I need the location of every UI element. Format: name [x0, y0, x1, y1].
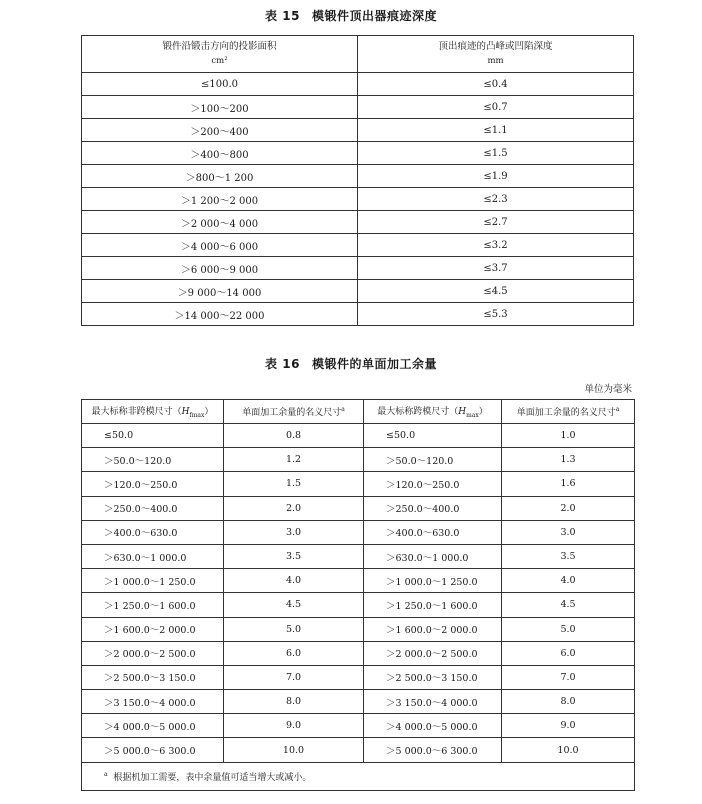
- table16-cell-a1: 3.0: [224, 520, 364, 544]
- table15-cell-depth: ≤1.1: [358, 119, 634, 142]
- table-row: [82, 257, 634, 280]
- table-row: [82, 472, 635, 496]
- table16-cell-f: ＞5 000.0～6 300.0: [364, 738, 502, 762]
- table16-cell-a1: 7.0: [224, 665, 364, 689]
- table16-cell-f: ＞1 250.0～1 600.0: [364, 593, 502, 617]
- table16-cell-nf: ＞1 000.0～1 250.0: [82, 569, 224, 593]
- table16-cell-nf: ＞120.0～250.0: [82, 472, 224, 496]
- table16-cell-a2: 6.0: [502, 641, 635, 665]
- table16-cell-a2: 9.0: [502, 714, 635, 738]
- table-row: [82, 569, 635, 593]
- table15-cell-depth: ≤1.9: [358, 165, 634, 188]
- table15-cell-depth: ≤3.7: [358, 257, 634, 280]
- table15-cell-area: ＞4 000～6 000: [82, 234, 358, 257]
- footnote-text: 根据机加工需要，表中余量值可适当增大或减小。: [113, 772, 312, 783]
- table15-cell-depth: ≤5.3: [358, 303, 634, 326]
- table15-cell-depth: ≤1.5: [358, 142, 634, 165]
- table16-cell-nf: ＞400.0～630.0: [82, 520, 224, 544]
- table-row: [82, 617, 635, 641]
- table16-cell-f: ＞3 150.0～4 000.0: [364, 690, 502, 714]
- table16-cell-a2: 8.0: [502, 690, 635, 714]
- table16-cell-f: ＞2 500.0～3 150.0: [364, 665, 502, 689]
- table-row: [82, 211, 634, 234]
- table16-cell-f: ＞50.0～120.0: [364, 448, 502, 472]
- table16-cell-nf: ＞250.0～400.0: [82, 496, 224, 520]
- table16-cell-nf: ＞1 600.0～2 000.0: [82, 617, 224, 641]
- table-row: [82, 520, 635, 544]
- table15-number: 表 15: [265, 9, 300, 23]
- table-row: [82, 119, 634, 142]
- table15-cell-area: ＞2 000～4 000: [82, 211, 358, 234]
- table16-cell-f: ＞400.0～630.0: [364, 520, 502, 544]
- table16-cell-a1: 4.0: [224, 569, 364, 593]
- table16-cell-a2: 2.0: [502, 496, 635, 520]
- table-row: [82, 544, 635, 568]
- table15-cell-depth: ≤3.2: [358, 234, 634, 257]
- table16-unit-note: 单位为毫米: [584, 384, 632, 395]
- table15-cell-depth: ≤2.7: [358, 211, 634, 234]
- footnote-mark: a: [104, 770, 108, 778]
- table15-header-area: [82, 36, 358, 73]
- table16-cell-a1: 1.2: [224, 448, 364, 472]
- table16-cell-nf: ≤50.0: [82, 424, 224, 448]
- table15-header-area-label: 锻件沿锻击方向的投影面积: [162, 41, 277, 52]
- table-row: [82, 593, 635, 617]
- table16-cell-a1: 5.0: [224, 617, 364, 641]
- table15-cell-area: ＞800～1 200: [82, 165, 358, 188]
- table15-cell-area: ＞1 200～2 000: [82, 188, 358, 211]
- table15-cell-depth: ≤0.4: [358, 73, 634, 96]
- table16-header-row: [82, 400, 635, 424]
- table15-cell-depth: ≤4.5: [358, 280, 634, 303]
- table15-header-depth-label: 顶出痕迹的凸峰或凹陷深度: [438, 41, 553, 52]
- table16-cell-a2: 7.0: [502, 665, 635, 689]
- table16-cell-a1: 4.5: [224, 593, 364, 617]
- table-row: [82, 641, 635, 665]
- table16-cell-a2: 4.5: [502, 593, 635, 617]
- table15-cell-area: ＞400～800: [82, 142, 358, 165]
- table15-header-depth-unit: mm: [487, 56, 504, 66]
- table15-cell-area: ＞200～400: [82, 119, 358, 142]
- table16: [81, 399, 635, 791]
- table16-cell-nf: ＞1 250.0～1 600.0: [82, 593, 224, 617]
- table15-cell-depth: ≤0.7: [358, 96, 634, 119]
- table15-body: [82, 73, 634, 326]
- table16-cell-a1: 2.0: [224, 496, 364, 520]
- table-row: [82, 96, 634, 119]
- table16-cell-nf: ＞4 000.0～5 000.0: [82, 714, 224, 738]
- table16-cell-a1: 6.0: [224, 641, 364, 665]
- table16-cell-a2: 3.5: [502, 544, 635, 568]
- table15-cell-area: ≤100.0: [82, 73, 358, 96]
- table16-cell-a2: 1.6: [502, 472, 635, 496]
- table15-cell-area: ＞9 000～14 000: [82, 280, 358, 303]
- table16-header-allowance-1: 单面加工余量的名义尺寸$^a$: [224, 400, 364, 424]
- table15: [81, 35, 634, 326]
- table16-cell-f: ＞630.0～1 000.0: [364, 544, 502, 568]
- table16-cell-a2: 5.0: [502, 617, 635, 641]
- table15-cell-area: ＞100～200: [82, 96, 358, 119]
- table16-cell-nf: ＞5 000.0～6 300.0: [82, 738, 224, 762]
- table16-cell-f: ＞120.0～250.0: [364, 472, 502, 496]
- table-row: [82, 714, 635, 738]
- table-row: [82, 303, 634, 326]
- table16-cell-nf: ＞2 000.0～2 500.0: [82, 641, 224, 665]
- table16-cell-a2: 1.3: [502, 448, 635, 472]
- table16-footnote: [82, 762, 635, 790]
- table-row: [82, 665, 635, 689]
- table16-cell-nf: ＞2 500.0～3 150.0: [82, 665, 224, 689]
- table15-title: 模锻件顶出器痕迹深度: [311, 9, 437, 23]
- table16-cell-a1: 10.0: [224, 738, 364, 762]
- table-row: [82, 448, 635, 472]
- table16-cell-a1: 8.0: [224, 690, 364, 714]
- table16-cell-a2: 10.0: [502, 738, 635, 762]
- table15-header-row: [82, 36, 634, 73]
- table-row: [82, 690, 635, 714]
- table16-cell-f: ＞250.0～400.0: [364, 496, 502, 520]
- table15-cell-area: ＞6 000～9 000: [82, 257, 358, 280]
- table16-cell-a1: 1.5: [224, 472, 364, 496]
- table-row: [82, 738, 635, 762]
- table15-header-depth: [358, 36, 634, 73]
- table16-header-fly: 最大标称跨模尺寸$(H_{max})$: [364, 400, 502, 424]
- table16-cell-nf: ＞50.0～120.0: [82, 448, 224, 472]
- table16-cell-f: ≤50.0: [364, 424, 502, 448]
- table15-header-area-unit: cm²: [211, 56, 228, 66]
- table16-cell-a1: 0.8: [224, 424, 364, 448]
- table16-cell-a2: 3.0: [502, 520, 635, 544]
- table-row: [82, 165, 634, 188]
- table16-cell-a2: 1.0: [502, 424, 635, 448]
- table-row: [82, 280, 634, 303]
- table15-cell-depth: ≤2.3: [358, 188, 634, 211]
- table16-body: [82, 424, 635, 763]
- table15-caption: [0, 7, 702, 24]
- table16-title: 模锻件的单面加工余量: [311, 357, 437, 371]
- table16-cell-f: ＞2 000.0～2 500.0: [364, 641, 502, 665]
- table16-cell-f: ＞4 000.0～5 000.0: [364, 714, 502, 738]
- table16-cell-a1: 3.5: [224, 544, 364, 568]
- table16-header-nonfly: 最大标称非跨模尺寸$(H_{fmax})$: [82, 400, 224, 424]
- table-row: [82, 424, 635, 448]
- table-row: [82, 496, 635, 520]
- table-row: [82, 234, 634, 257]
- table16-cell-f: ＞1 000.0～1 250.0: [364, 569, 502, 593]
- table16-cell-f: ＞1 600.0～2 000.0: [364, 617, 502, 641]
- table16-cell-nf: ＞3 150.0～4 000.0: [82, 690, 224, 714]
- table16-header-allowance-2: 单面加工余量的名义尺寸$^a$: [502, 400, 635, 424]
- table16-cell-a1: 9.0: [224, 714, 364, 738]
- table16-footnote-row: [82, 762, 635, 790]
- table16-number: 表 16: [265, 357, 300, 371]
- table16-cell-nf: ＞630.0～1 000.0: [82, 544, 224, 568]
- table16-cell-a2: 4.0: [502, 569, 635, 593]
- table-row: [82, 73, 634, 96]
- table15-cell-area: ＞14 000～22 000: [82, 303, 358, 326]
- table-row: [82, 142, 634, 165]
- table-row: [82, 188, 634, 211]
- table16-caption: [0, 355, 702, 372]
